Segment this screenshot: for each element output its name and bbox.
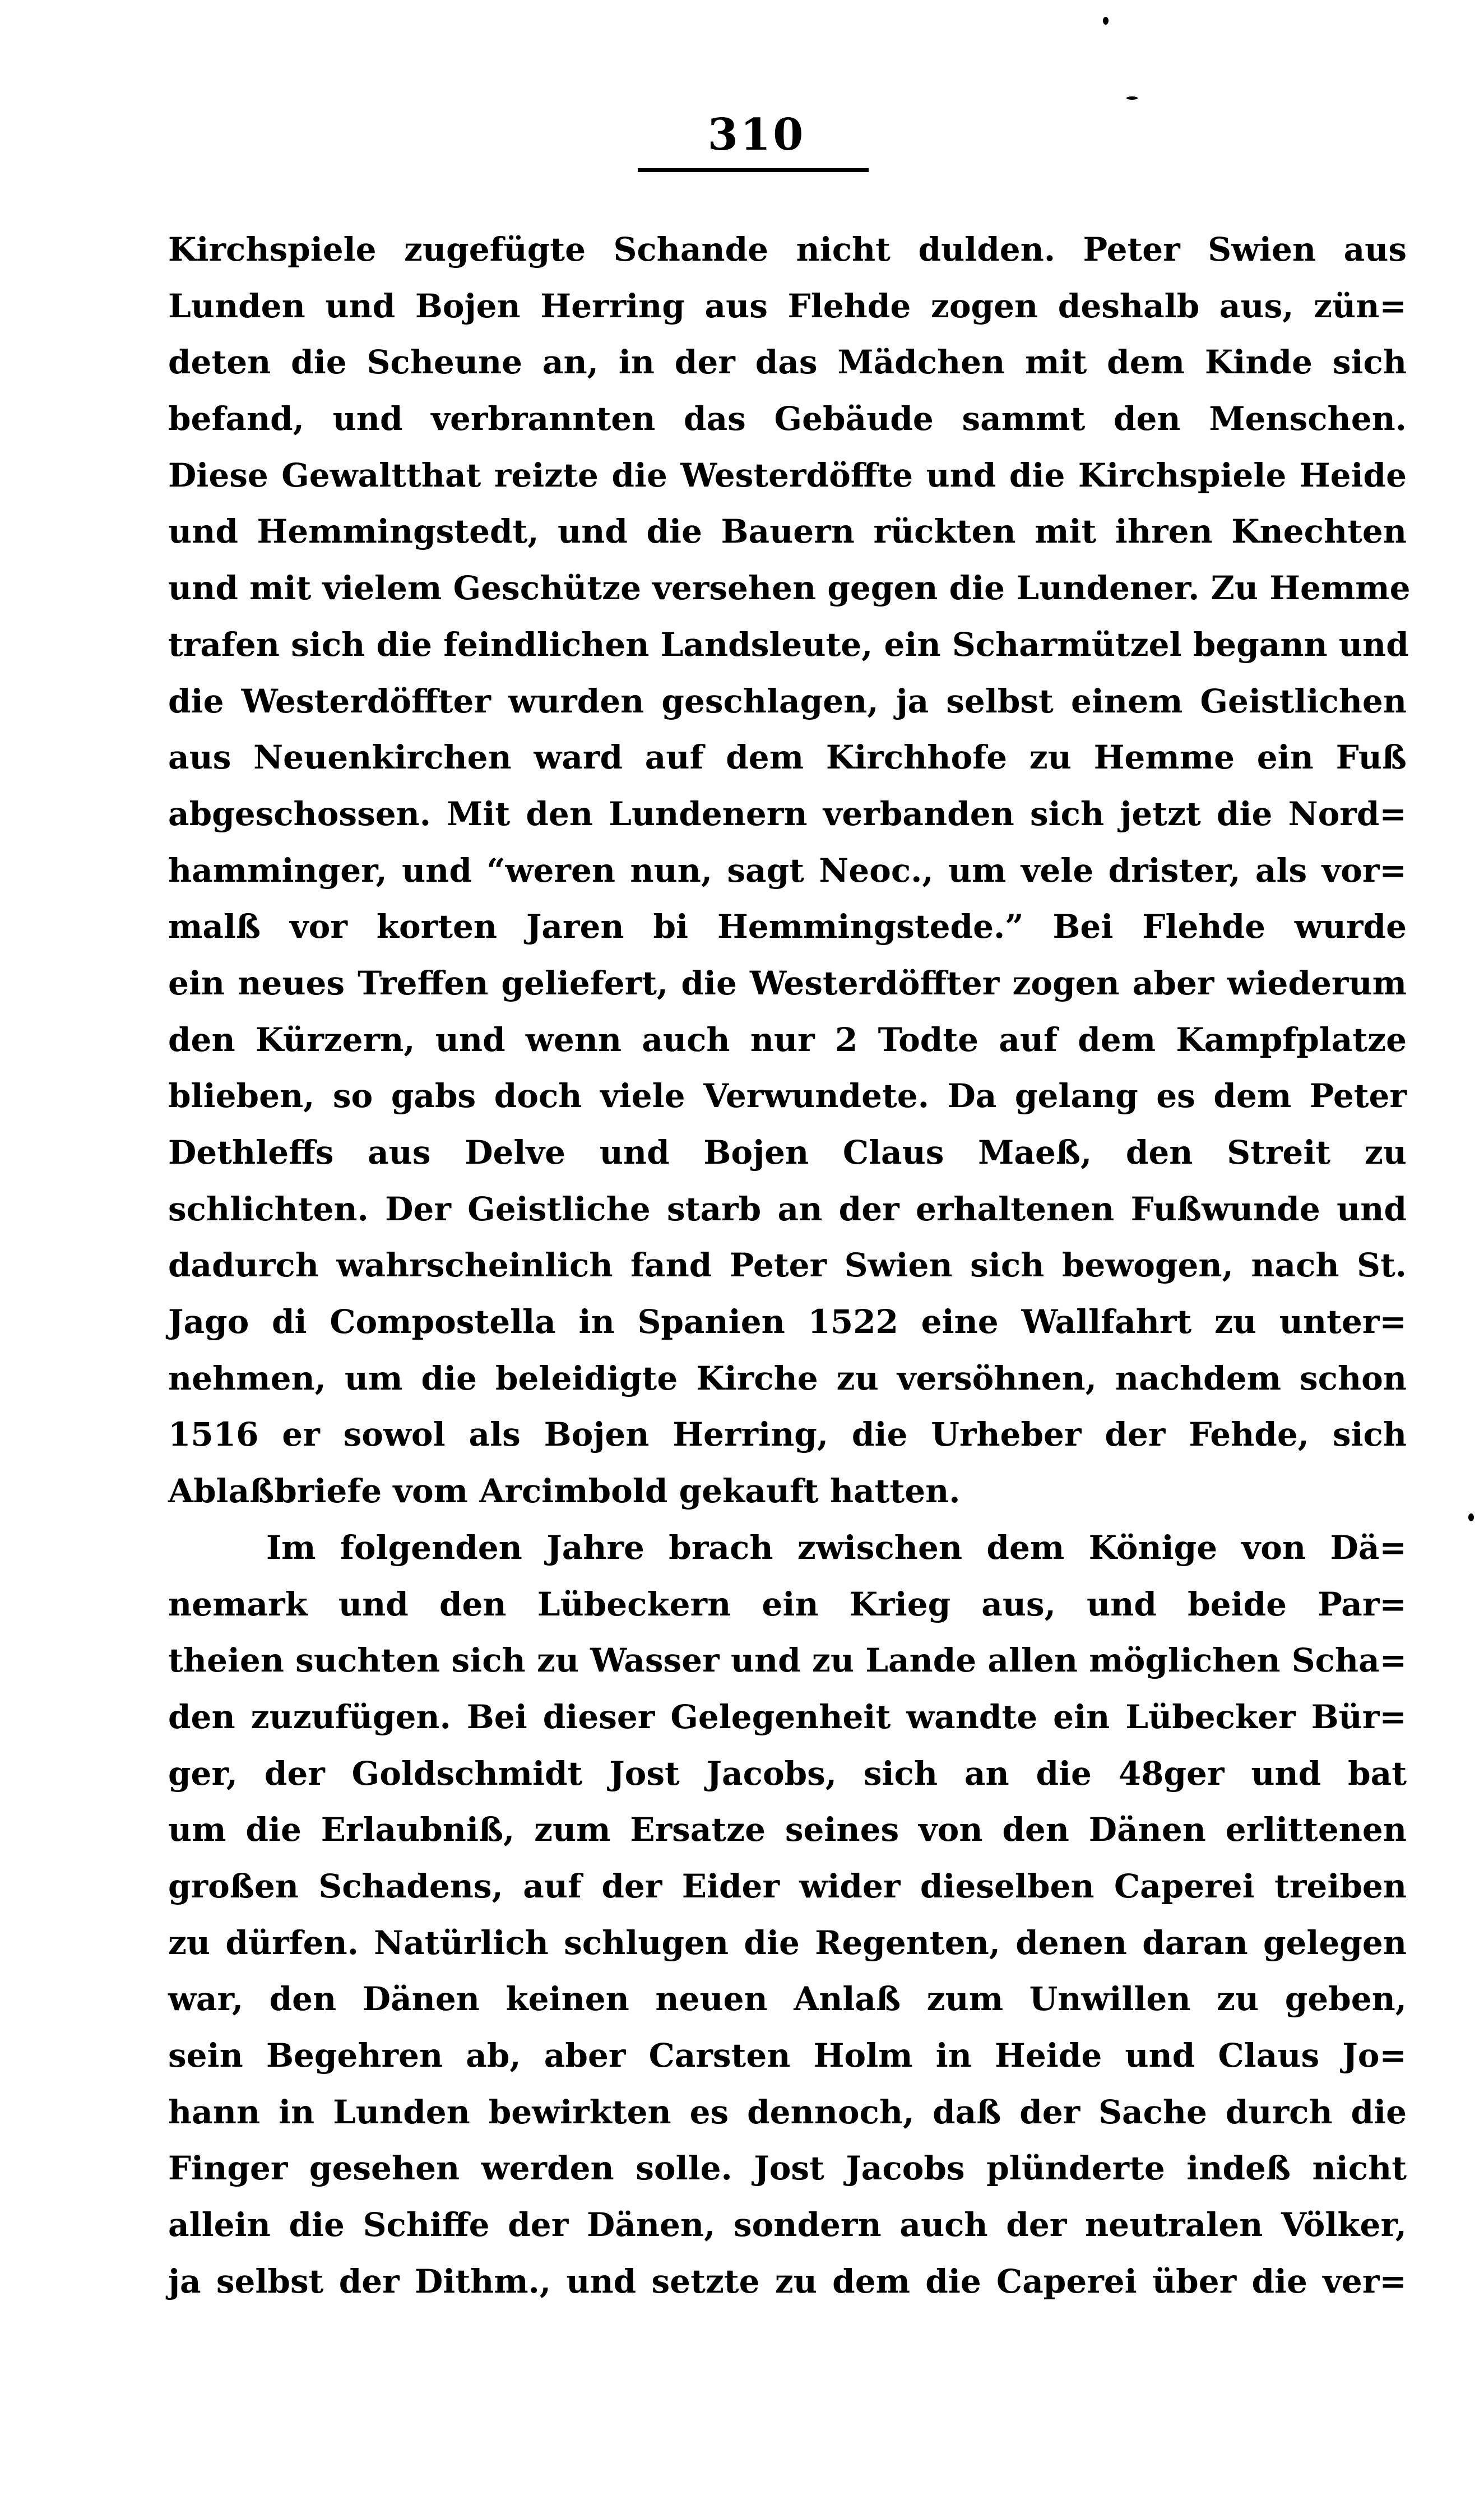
text-line: Finger gesehen werden solle. Jost Jacobs plünderte indeß nicht bbox=[168, 2149, 1407, 2188]
text-line: großen Schadens, auf der Eider wider dieselben Caperei treiben bbox=[168, 1867, 1407, 1905]
scan-speck bbox=[1468, 1513, 1474, 1521]
text-line: sein Begehren ab, aber Carsten Holm in Heide und Claus Jo= bbox=[168, 2036, 1407, 2075]
text-line: um die Erlaubniß, zum Ersatze seines von den Dänen erlittenen bbox=[168, 1811, 1407, 1849]
text-line: blieben, so gabs doch viele Verwundete. Da gelang es dem Peter bbox=[168, 1077, 1407, 1115]
text-line: Im folgenden Jahre brach zwischen dem Könige von Dä= bbox=[266, 1528, 1407, 1567]
text-line: allein die Schiffe der Dänen, sondern auch der neutralen Völker, bbox=[168, 2206, 1407, 2244]
text-line: befand, und verbrannten das Gebäude sammt den Menschen. bbox=[168, 400, 1407, 438]
body-text bbox=[168, 221, 1411, 2309]
text-line: war, den Dänen keinen neuen Anlaß zum Unwillen zu geben, bbox=[168, 1980, 1407, 2018]
text-line: Dethleffs aus Delve und Bojen Claus Maeß, den Streit zu bbox=[168, 1133, 1407, 1172]
text-line: Ablaßbriefe vom Arcimbold gekauft hatten. bbox=[168, 1472, 961, 1511]
text-line: Lunden und Bojen Herring aus Flehde zogen deshalb aus, zün= bbox=[168, 286, 1407, 325]
text-line: ein neues Treffen geliefert, die Westerdöffter zogen aber wiederum bbox=[168, 964, 1407, 1002]
text-line: hamminger, und “weren nun, sagt Neoc., um vele drister, als vor= bbox=[168, 851, 1407, 890]
text-line: hann in Lunden bewirkten es dennoch, daß der Sache durch die bbox=[168, 2092, 1407, 2131]
text-line: den Kürzern, und wenn auch nur 2 Todte auf dem Kampfplatze bbox=[168, 1020, 1407, 1059]
text-line: ger, der Goldschmidt Jost Jacobs, sich an die 48ger und bat bbox=[168, 1754, 1407, 1793]
text-line: Kirchspiele zugefügte Schande nicht dulden. Peter Swien aus bbox=[168, 230, 1407, 268]
text-line: nemark und den Lübeckern ein Krieg aus, und beide Par= bbox=[168, 1585, 1407, 1623]
text-line: und Hemmingstedt, und die Bauern rückten mit ihren Knechten bbox=[168, 512, 1407, 551]
page-number: 310 bbox=[707, 109, 806, 160]
text-line: zu dürfen. Natürlich schlugen die Regenten, denen daran gelegen bbox=[168, 1923, 1407, 1962]
text-line: malß vor korten Jaren bi Hemmingstede.” Bei Flehde wurde bbox=[168, 908, 1407, 946]
header-rule bbox=[638, 168, 869, 172]
text-line: trafen sich die feindlichen Landsleute, ein Scharmützel begann und bbox=[168, 625, 1409, 664]
text-line: schlichten. Der Geistliche starb an der erhaltenen Fußwunde und bbox=[168, 1189, 1407, 1228]
text-line: die Westerdöffter wurden geschlagen, ja selbst einem Geistlichen bbox=[168, 682, 1407, 720]
text-line: aus Neuenkirchen ward auf dem Kirchhofe zu Hemme ein Fuß bbox=[168, 738, 1407, 777]
text-line: theien suchten sich zu Wasser und zu Lande allen möglichen Scha= bbox=[168, 1641, 1407, 1680]
text-line: ja selbst der Dithm., und setzte zu dem die Caperei über die ver= bbox=[168, 2262, 1407, 2300]
text-line: Jago di Compostella in Spanien 1522 eine Wallfahrt zu unter= bbox=[168, 1303, 1407, 1341]
scan-speck bbox=[1126, 96, 1138, 100]
scan-speck bbox=[1103, 17, 1109, 25]
text-line: nehmen, um die beleidigte Kirche zu versöhnen, nachdem schon bbox=[168, 1359, 1407, 1397]
text-line: den zuzufügen. Bei dieser Gelegenheit wandte ein Lübecker Bür= bbox=[168, 1697, 1407, 1736]
text-line: abgeschossen. Mit den Lundenern verbanden sich jetzt die Nord= bbox=[168, 794, 1407, 833]
text-line: Diese Gewaltthat reizte die Westerdöffte und die Kirchspiele Heide bbox=[168, 456, 1407, 494]
text-line: deten die Scheune an, in der das Mädchen mit dem Kinde sich bbox=[168, 343, 1407, 382]
text-line: und mit vielem Geschütze versehen gegen die Lundener. Zu Hemme bbox=[168, 569, 1411, 608]
text-line: dadurch wahrscheinlich fand Peter Swien sich bewogen, nach St. bbox=[168, 1246, 1407, 1285]
text-line: 1516 er sowol als Bojen Herring, die Urheber der Fehde, sich bbox=[168, 1415, 1407, 1454]
